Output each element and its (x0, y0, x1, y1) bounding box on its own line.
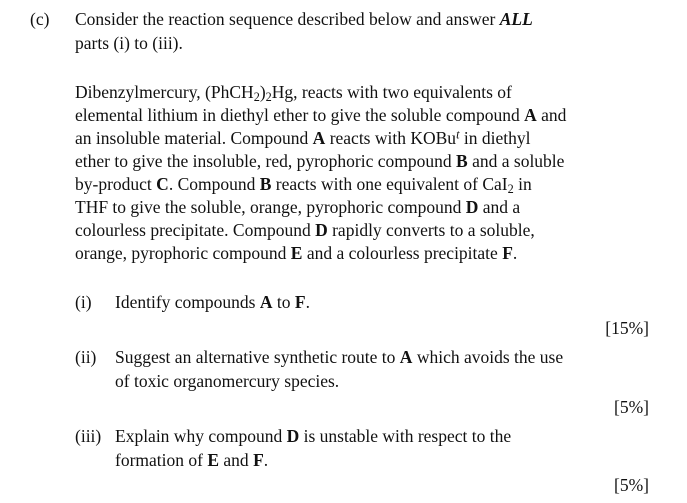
text: and a (478, 197, 521, 217)
text: THF to give the soluble, orange, pyrophoric compound (75, 197, 466, 217)
paragraph-line-1 (75, 81, 512, 104)
compound-f: F (502, 243, 513, 263)
text: and (219, 450, 254, 470)
text: and a colourless precipitate (302, 243, 503, 263)
compound-f: F (294, 292, 306, 312)
text: an insoluble material. Compound (75, 128, 313, 148)
text: is unstable with respect to the (299, 426, 512, 446)
compound-a: A (312, 128, 326, 148)
paragraph-line-5 (75, 173, 532, 196)
text: ) (259, 82, 266, 102)
superscript: t (456, 127, 460, 142)
paragraph-line-6 (75, 196, 520, 219)
text: Hg, reacts with two equivalents of (271, 82, 512, 102)
part-i-label: (i) (75, 292, 92, 312)
text: . (512, 243, 518, 263)
subscript: 2 (265, 90, 272, 105)
text: Dibenzylmercury, (PhCH (75, 82, 254, 102)
text: orange, pyrophoric compound (75, 243, 291, 263)
paragraph-line-7 (75, 219, 535, 242)
text: elemental lithium in diethyl ether to give the soluble compound (75, 105, 525, 125)
text: . (305, 292, 310, 312)
subscript: 2 (507, 182, 514, 197)
part-ii-label: (ii) (75, 347, 97, 367)
compound-d: D (315, 220, 328, 240)
compound-a: A (259, 292, 273, 312)
text: formation of (115, 450, 208, 470)
text: rapidly converts to a soluble, (327, 220, 535, 240)
text: . (263, 450, 269, 470)
paragraph-line-2 (75, 104, 566, 127)
text: and (536, 105, 567, 125)
compound-c: C (156, 174, 169, 194)
text: in diethyl (459, 128, 531, 148)
compound-d: D (465, 197, 479, 217)
compound-d: D (286, 426, 300, 446)
part-iii-line-2 (115, 449, 268, 472)
part-i-line-1 (115, 291, 310, 314)
part-ii-line-1 (115, 346, 563, 369)
text: in (513, 174, 532, 194)
compound-f: F (253, 450, 264, 470)
text: reacts with one equivalent of CaI (271, 174, 508, 194)
compound-a: A (399, 347, 413, 367)
text: to (272, 292, 295, 312)
compound-b: B (259, 174, 272, 194)
compound-e: E (290, 243, 303, 263)
part-iii-label: (iii) (75, 426, 102, 446)
question-label: (c) (30, 9, 50, 29)
text: and a soluble (467, 151, 565, 171)
text: . Compound (168, 174, 260, 194)
part-iii-line-1 (115, 425, 511, 448)
compound-b: B (456, 151, 468, 171)
intro-emphasis: ALL (499, 9, 533, 29)
part-ii-marks: [5%] (614, 397, 649, 417)
paragraph-line-4 (75, 150, 564, 173)
text: Identify compounds (115, 292, 260, 312)
text: ether to give the insoluble, red, pyrophoric compound (75, 151, 457, 171)
paragraph-line-3 (75, 127, 530, 150)
text: Suggest an alternative synthetic route to (115, 347, 400, 367)
part-ii-line-2: of toxic organomercury species. (115, 371, 340, 391)
intro-line-1 (75, 8, 533, 31)
paragraph-line-8 (75, 242, 517, 265)
part-i-marks: [15%] (605, 318, 649, 338)
text: which avoids the use (412, 347, 564, 367)
intro-line-2: parts (i) to (iii). (75, 33, 183, 53)
text: by-product (75, 174, 157, 194)
text: colourless precipitate. Compound (75, 220, 316, 240)
intro-text: Consider the reaction sequence described below and answer (75, 9, 500, 29)
compound-e: E (207, 450, 220, 470)
text: Explain why compound (115, 426, 287, 446)
part-iii-marks: [5%] (614, 475, 649, 495)
subscript: 2 (253, 90, 260, 105)
text: reacts with KOBu (325, 128, 457, 148)
compound-a: A (524, 105, 537, 125)
